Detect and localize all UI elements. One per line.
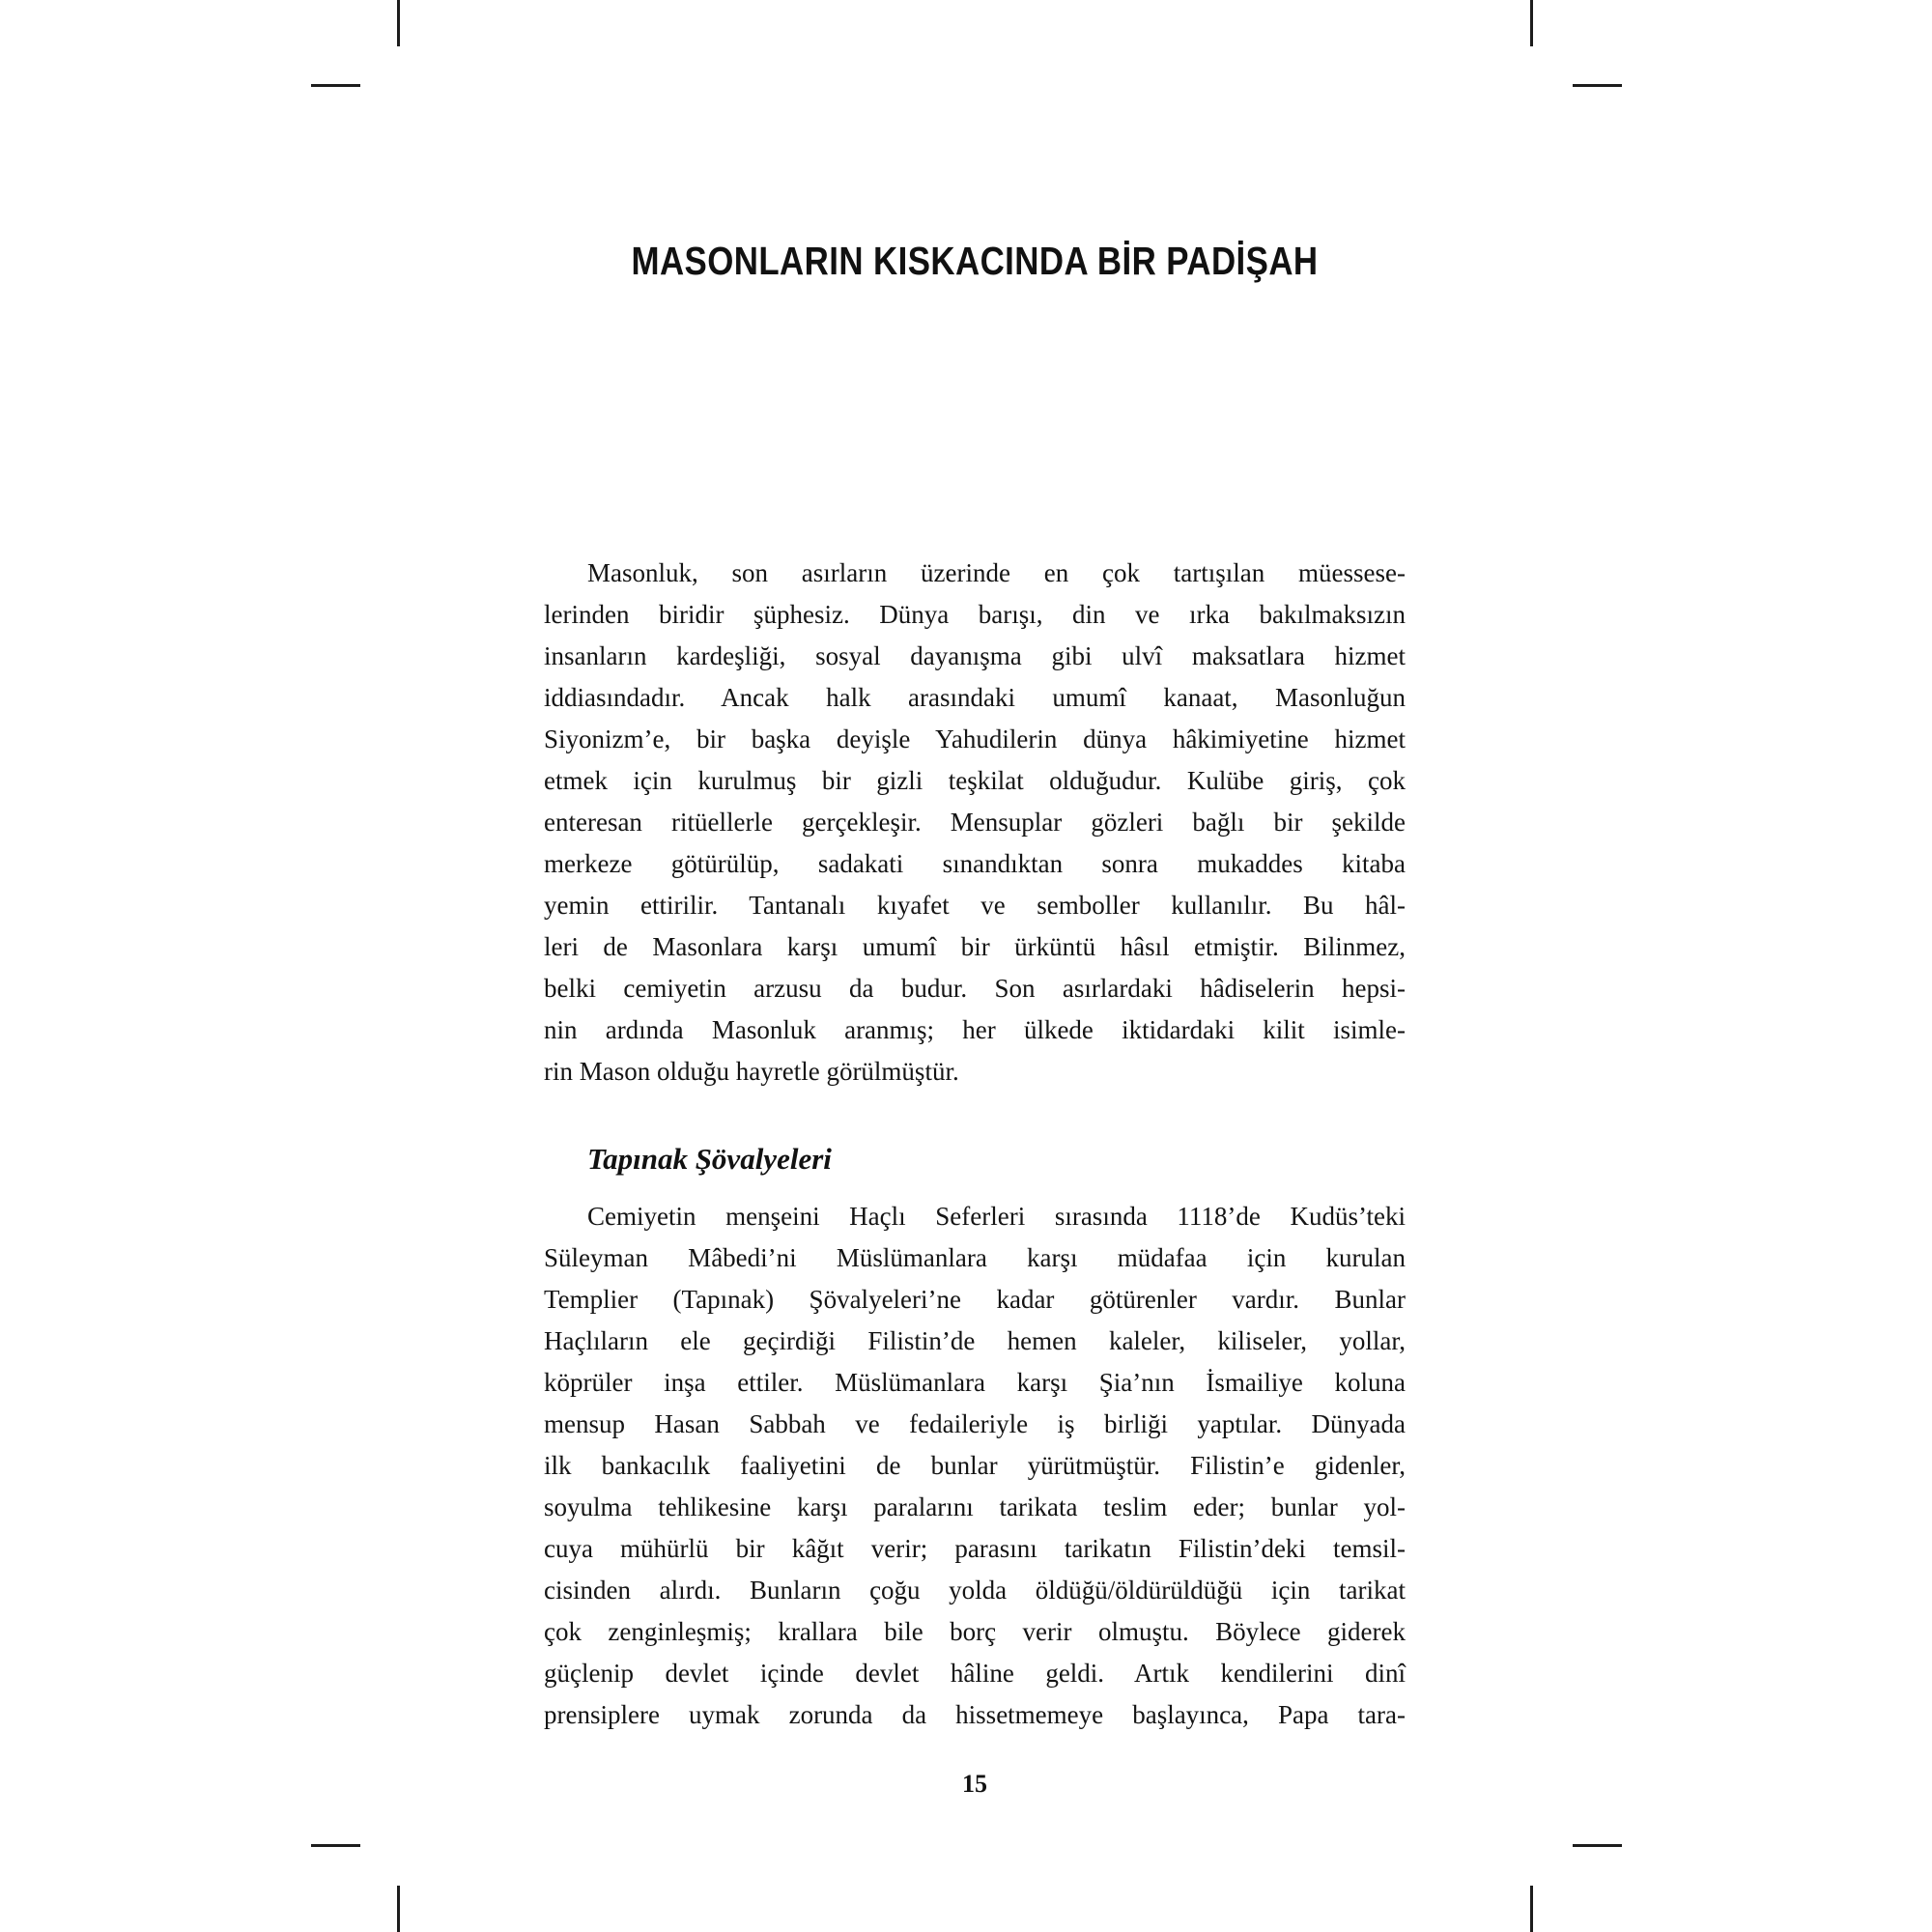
text-line: Cemiyetin menşeini Haçlı Seferleri sırasında 1118’de Kudüs’teki [587,1202,1406,1231]
text-line: çok zenginleşmiş; krallara bile borç verir olmuştu. Böylece giderek [544,1617,1406,1646]
crop-mark-bottom-left-horizontal [311,1844,360,1847]
paragraph-templars [544,1196,1406,1736]
paragraph-intro [544,553,1406,1093]
text-line: etmek için kurulmuş bir gizli teşkilat olduğudur. Kulübe giriş, çok [544,766,1406,795]
text-line: rin Mason olduğu hayretle görülmüştür. [544,1057,959,1086]
text-line: lerinden biridir şüphesiz. Dünya barışı, din ve ırka bakılmaksızın [544,600,1406,629]
text-line: Siyonizm’e, bir başka deyişle Yahudilerin dünya hâkimiyetine hizmet [544,724,1406,753]
chapter-title [544,239,1406,283]
crop-mark-top-left-horizontal [311,84,360,87]
text-line: cisinden alırdı. Bunların çoğu yolda öldüğü/öldürüldüğü için tarikat [544,1576,1406,1605]
text-line: belki cemiyetin arzusu da budur. Son asırlardaki hâdiselerin hepsi- [544,974,1406,1003]
text-line: güçlenip devlet içinde devlet hâline geldi. Artık kendilerini dinî [544,1659,1406,1688]
text-line: insanların kardeşliği, sosyal dayanışma gibi ulvî maksatlara hizmet [544,641,1406,670]
crop-mark-top-right-vertical [1530,0,1533,46]
text-line: Templier (Tapınak) Şövalyeleri’ne kadar götürenler vardır. Bunlar [544,1285,1406,1314]
text-line: merkeze götürülüp, sadakati sınandıktan sonra mukaddes kitaba [544,849,1406,878]
text-line: prensiplere uymak zorunda da hissetmemeye başlayınca, Papa tara- [544,1700,1406,1729]
text-line: iddiasındadır. Ancak halk arasındaki umumî kanaat, Masonluğun [544,683,1406,712]
text-line: nin ardında Masonluk aranmış; her ülkede iktidardaki kilit isimle- [544,1015,1406,1044]
text-line: enteresan ritüellerle gerçekleşir. Mensuplar gözleri bağlı bir şekilde [544,808,1406,837]
text-column [544,0,1406,1932]
text-line: köprüler inşa ettiler. Müslümanlara karşı Şia’nın İsmailiye koluna [544,1368,1406,1397]
crop-mark-top-left-vertical [397,0,400,46]
chapter-title-text: MASONLARIN KISKACINDA BİR PADİŞAH [631,239,1319,283]
text-line: Masonluk, son asırların üzerinde en çok tartışılan müessese- [587,558,1406,587]
text-line: leri de Masonlara karşı umumî bir ürküntü hâsıl etmiştir. Bilinmez, [544,932,1406,961]
text-line: mensup Hasan Sabbah ve fedaileriyle iş birliği yaptılar. Dünyada [544,1409,1406,1438]
text-line: cuya mühürlü bir kâğıt verir; parasını tarikatın Filistin’deki temsil- [544,1534,1406,1563]
text-line: soyulma tehlikesine karşı paralarını tarikata teslim eder; bunlar yol- [544,1492,1406,1521]
crop-mark-top-right-horizontal [1573,84,1622,87]
text-line: yemin ettirilir. Tantanalı kıyafet ve semboller kullanılır. Bu hâl- [544,891,1406,920]
text-line: ilk bankacılık faaliyetini de bunlar yürütmüştür. Filistin’e gidenler, [544,1451,1406,1480]
text-line: Süleyman Mâbedi’ni Müslümanlara karşı müdafaa için kurulan [544,1243,1406,1272]
section-subheading: Tapınak Şövalyeleri [587,1142,832,1176]
crop-mark-bottom-right-horizontal [1573,1844,1622,1847]
page-number: 15 [962,1770,987,1798]
crop-mark-bottom-right-vertical [1530,1886,1533,1932]
text-line: Haçlıların ele geçirdiği Filistin’de hemen kaleler, kiliseler, yollar, [544,1326,1406,1355]
crop-mark-bottom-left-vertical [397,1886,400,1932]
